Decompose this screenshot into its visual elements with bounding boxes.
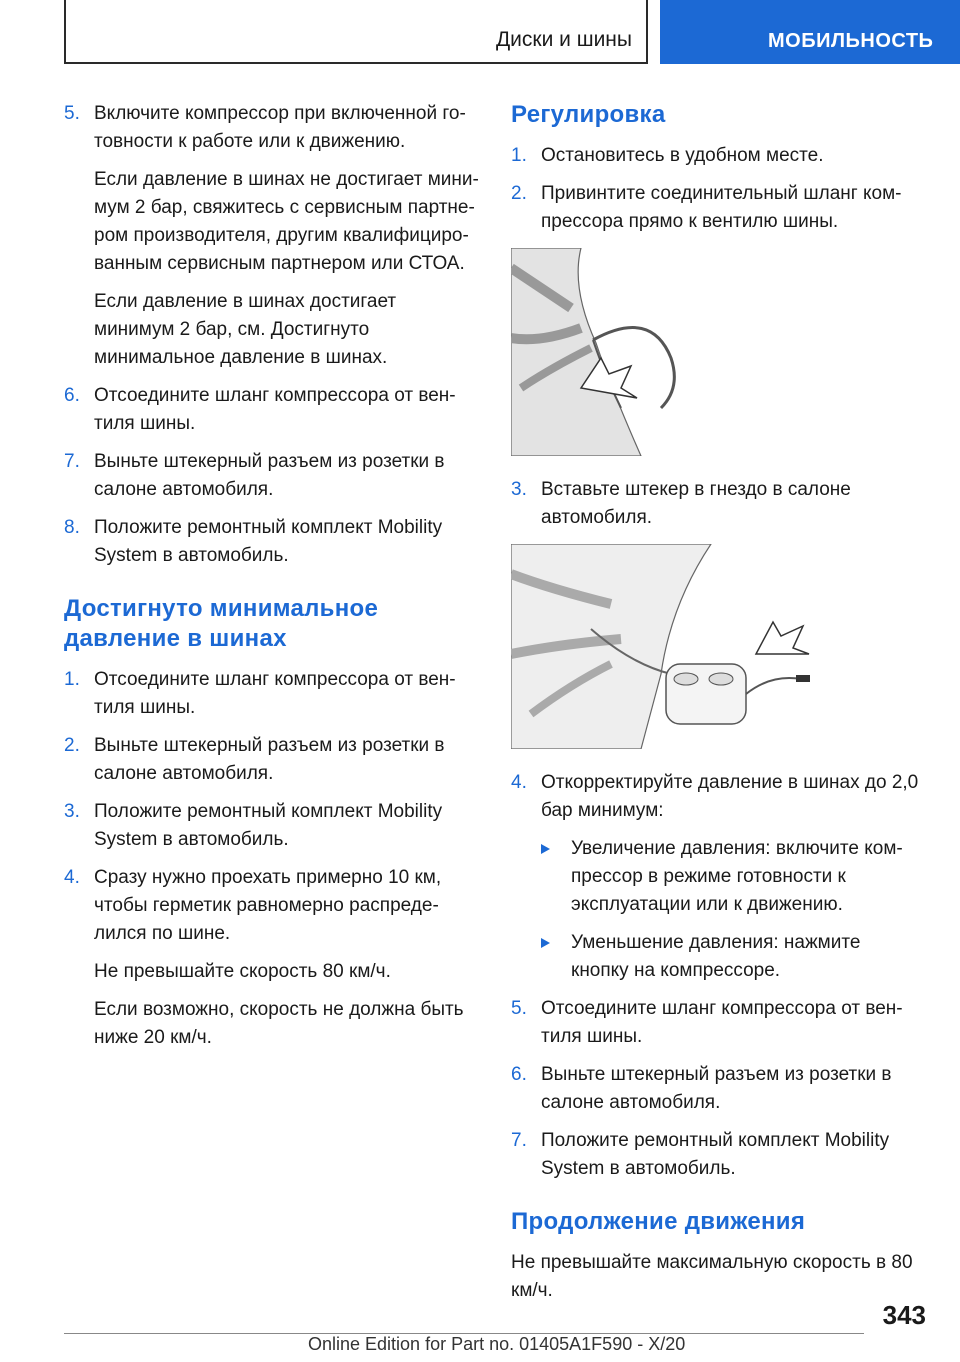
step-number: 7.: [64, 451, 80, 472]
step-text: Привинтите соединительный шланг компрессора прямо к вентилю шины.: [541, 183, 902, 232]
step-number: 3.: [64, 801, 80, 822]
step-number: 8.: [64, 517, 80, 538]
bullet-item: [511, 835, 921, 919]
step-text: Включите компрессор при включенной готовности к работе или к движению.: [94, 103, 466, 152]
left-column: [64, 100, 480, 1062]
right-column: [511, 100, 921, 1305]
section-heading: Достигнуто минимальное давление в шинах: [64, 595, 379, 652]
step: [64, 448, 480, 504]
paragraph: Если давление в шинах достигает минимум 2 бар, см. Достигнуто минимальное давление в шинах.: [94, 291, 397, 368]
step: [511, 769, 921, 825]
step-number: 4.: [511, 772, 527, 793]
step-text: Положите ремонтный комплект Mobility System в автомобиль.: [541, 1130, 890, 1179]
step-text: Откорректируйте давление в шинах до 2,0 бар минимум:: [541, 772, 919, 821]
step-number: 5.: [64, 103, 80, 124]
step: [511, 995, 921, 1051]
step-text: Остановитесь в удобном месте.: [541, 145, 824, 166]
bullet-triangle-icon: [541, 844, 550, 854]
step: [511, 476, 921, 532]
step-number: 1.: [511, 145, 527, 166]
step-text: Положите ремонтный комплект Mobility System в автомобиль.: [94, 517, 443, 566]
step-number: 6.: [64, 385, 80, 406]
step-number: 2.: [511, 183, 527, 204]
step-text: Выньте штекерный разъем из розетки в салоне автомобиля.: [94, 735, 445, 784]
header-box: [64, 0, 648, 64]
step-text: Выньте штекерный разъем из розетки в салоне автомобиля.: [541, 1064, 892, 1113]
step: [64, 382, 480, 438]
compressor-valve-illustration: [511, 248, 687, 456]
step-number: 7.: [511, 1130, 527, 1151]
step-text: Отсоедините шланг компрессора от вентиля шины.: [94, 385, 456, 434]
section-heading: Продолжение движения: [511, 1208, 806, 1235]
step: [64, 666, 480, 722]
paragraph: Если давление в шинах не достигает минимум 2 бар, свяжитесь с сервисным партнером производителя, другим квалифицированным сервисным партнером или СТОА.: [94, 169, 479, 274]
step-text: Сразу нужно проехать примерно 10 км, чтобы герметик равномерно распределился по шине.: [94, 867, 442, 944]
chapter-tab: МОБИЛЬНОСТЬ: [660, 0, 960, 64]
paragraph: Не превышайте скорость 80 км/ч.: [94, 961, 391, 982]
step: [64, 732, 480, 788]
step-number: 2.: [64, 735, 80, 756]
step-text: Отсоедините шланг компрессора от вентиля шины.: [94, 669, 456, 718]
step: [64, 514, 480, 570]
step: [511, 180, 921, 236]
page-number: 343: [882, 1300, 926, 1330]
step-text: Вставьте штекер в гнездо в салоне автомобиля.: [541, 479, 851, 528]
step-text: Отсоедините шланг компрессора от вентиля шины.: [541, 998, 903, 1047]
section-title: Диски и шины: [495, 28, 632, 51]
bullet-triangle-icon: [541, 938, 550, 948]
compressor-plug-illustration: [511, 544, 811, 749]
bullet-text: Увеличение давления: включите компрессор в режиме готовности к эксплуатации или к движению.: [571, 838, 903, 915]
step-number: 1.: [64, 669, 80, 690]
step: [511, 1061, 921, 1117]
step: [511, 1127, 921, 1183]
step-number: 6.: [511, 1064, 527, 1085]
step-number: 5.: [511, 998, 527, 1019]
section-heading: Регулировка: [511, 101, 666, 128]
bullet-text: Уменьшение давления: нажмите кнопку на компрессоре.: [571, 932, 861, 981]
step: [511, 142, 921, 170]
step-text: Выньте штекерный разъем из розетки в салоне автомобиля.: [94, 451, 445, 500]
bullet-item: [511, 929, 921, 985]
edition-footer: Online Edition for Part no. 01405A1F590 - X/20: [308, 1334, 686, 1354]
step-number: 4.: [64, 867, 80, 888]
step: [64, 100, 480, 156]
paragraph: Не превышайте максимальную скорость в 80 км/ч.: [511, 1252, 913, 1301]
step: [64, 798, 480, 854]
step: [64, 864, 480, 948]
paragraph: Если возможно, скорость не должна быть ниже 20 км/ч.: [94, 999, 464, 1048]
step-number: 3.: [511, 479, 527, 500]
step-text: Положите ремонтный комплект Mobility System в автомобиль.: [94, 801, 443, 850]
